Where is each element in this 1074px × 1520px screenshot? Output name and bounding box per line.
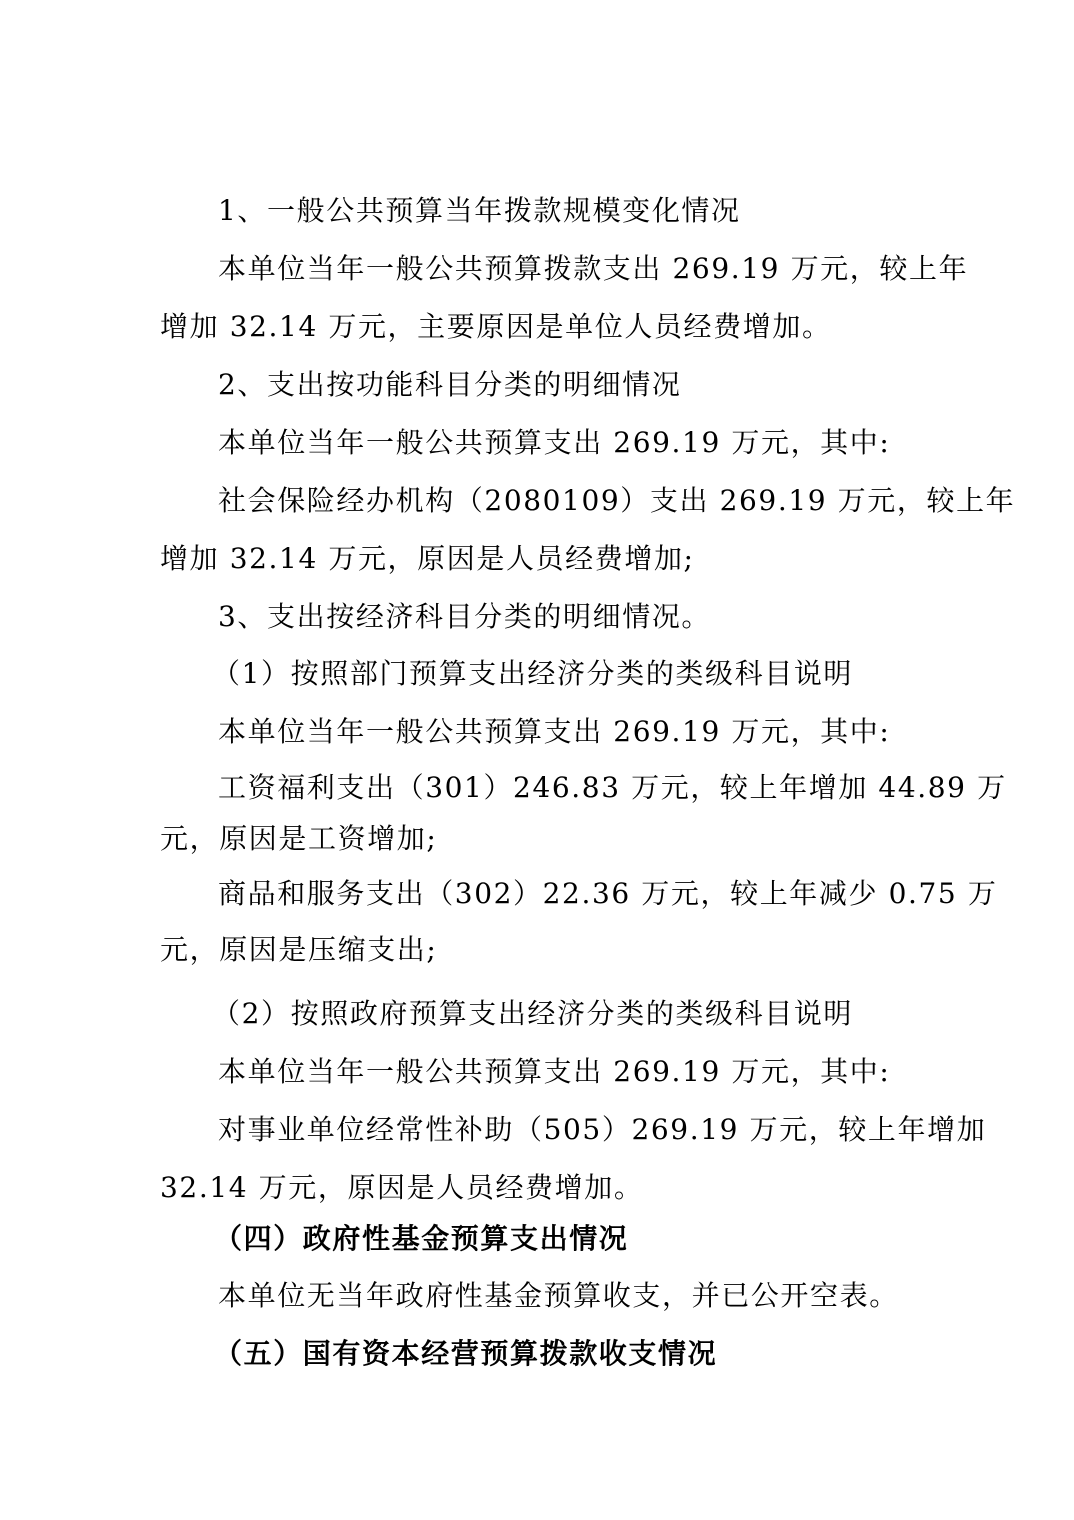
paragraph-line: 本单位当年一般公共预算拨款支出 269.19 万元，较上年 (218, 252, 969, 285)
paragraph-line: 元，原因是工资增加; (160, 822, 438, 855)
section-heading-5: （五）国有资本经营预算拨款收支情况 (214, 1337, 718, 1370)
paragraph-line: 社会保险经办机构（2080109）支出 269.19 万元，较上年 (218, 484, 1016, 517)
section-heading-4: （四）政府性基金预算支出情况 (214, 1222, 629, 1255)
subheading-1: （1）按照部门预算支出经济分类的类级科目说明 (212, 657, 854, 690)
paragraph-line: 本单位无当年政府性基金预算收支，并已公开空表。 (218, 1279, 899, 1312)
heading-1: 1、一般公共预算当年拨款规模变化情况 (218, 194, 741, 227)
paragraph-line: 元，原因是压缩支出; (160, 933, 438, 966)
paragraph-line: 增加 32.14 万元，主要原因是单位人员经费增加。 (160, 310, 832, 343)
heading-2: 2、支出按功能科目分类的明细情况 (218, 368, 682, 401)
paragraph-line: 增加 32.14 万元，原因是人员经费增加; (160, 542, 695, 575)
paragraph-line: 商品和服务支出（302）22.36 万元，较上年减少 0.75 万 (218, 877, 998, 910)
subheading-2: （2）按照政府预算支出经济分类的类级科目说明 (212, 997, 854, 1030)
paragraph-line: 本单位当年一般公共预算支出 269.19 万元，其中: (218, 426, 891, 459)
heading-3: 3、支出按经济科目分类的明细情况。 (218, 600, 712, 633)
paragraph-line: 本单位当年一般公共预算支出 269.19 万元，其中: (218, 715, 891, 748)
paragraph-line: 对事业单位经常性补助（505）269.19 万元，较上年增加 (218, 1113, 987, 1146)
paragraph-line: 本单位当年一般公共预算支出 269.19 万元，其中: (218, 1055, 891, 1088)
paragraph-line: 32.14 万元，原因是人员经费增加。 (160, 1171, 644, 1204)
paragraph-line: 工资福利支出（301）246.83 万元，较上年增加 44.89 万 (218, 771, 1007, 804)
